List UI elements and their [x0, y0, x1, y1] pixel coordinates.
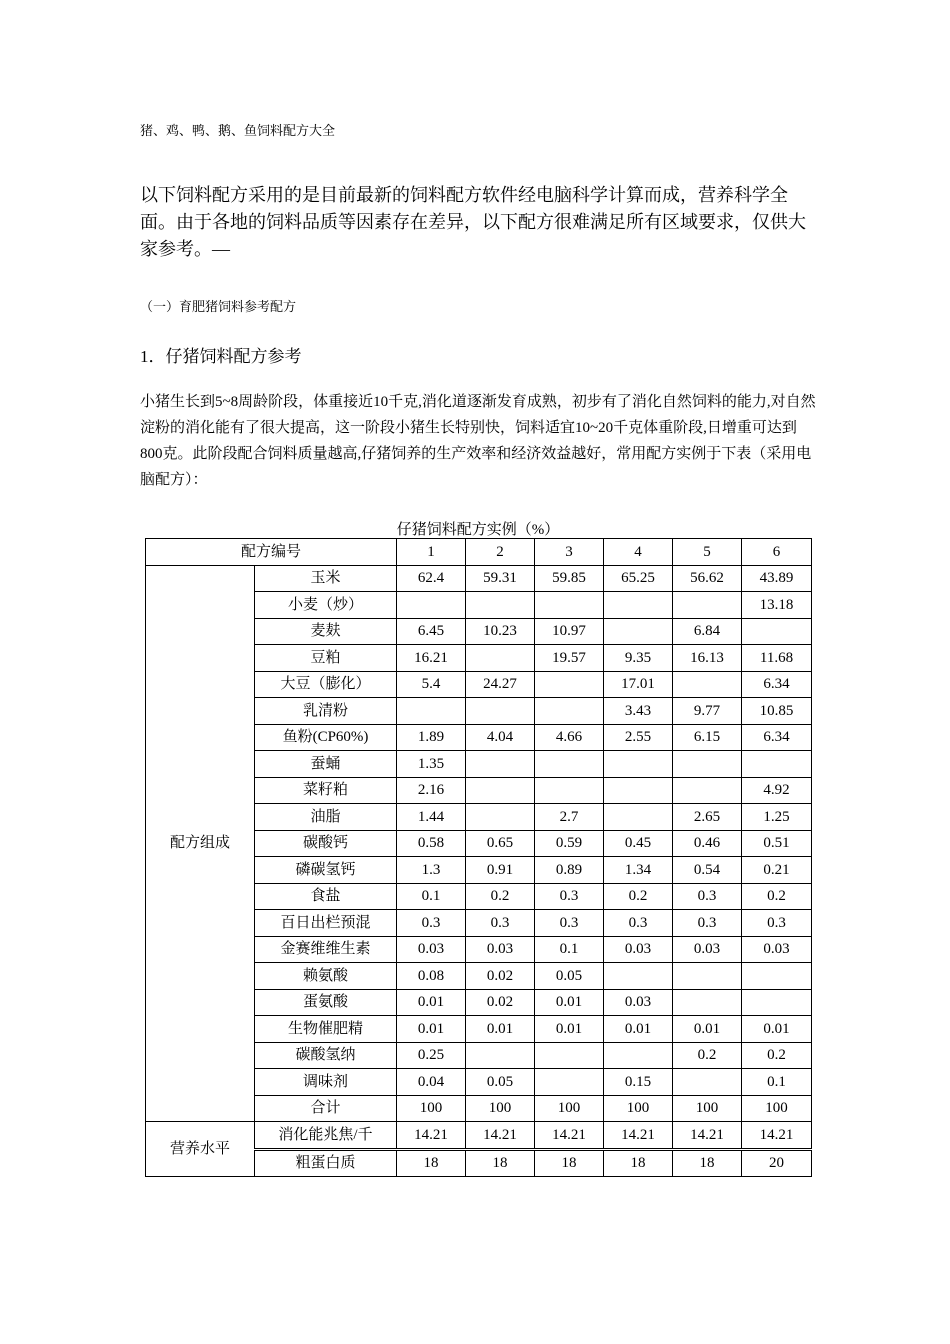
value-cell: 0.03: [604, 989, 673, 1016]
value-cell: 0.54: [673, 857, 742, 884]
value-cell: 9.35: [604, 645, 673, 672]
value-cell: 62.4: [397, 565, 466, 592]
intro-paragraph: 以下饲料配方采用的是目前最新的饲料配方软件经电脑科学计算而成，营养科学全面。由于各地的饲料品质等因素存在差异，以下配方很难满足所有区域要求，仅供大家参考。—: [140, 185, 806, 259]
value-cell: 24.27: [466, 671, 535, 698]
value-cell: 0.01: [535, 1016, 604, 1043]
value-cell: 1.44: [397, 804, 466, 831]
value-cell: 2.65: [673, 804, 742, 831]
value-cell: 1.89: [397, 724, 466, 751]
ingredient-name: 百日出栏预混: [255, 910, 397, 937]
header-row: [146, 539, 812, 566]
value-cell: 100: [673, 1095, 742, 1122]
value-cell: 18: [466, 1149, 535, 1177]
value-cell: [535, 592, 604, 619]
value-cell: 0.1: [535, 936, 604, 963]
value-cell: [673, 777, 742, 804]
value-cell: 0.05: [466, 1069, 535, 1096]
value-cell: 0.25: [397, 1042, 466, 1069]
value-cell: 0.15: [604, 1069, 673, 1096]
value-cell: [397, 698, 466, 725]
value-cell: [742, 751, 812, 778]
ingredient-name: 小麦（炒）: [255, 592, 397, 619]
value-cell: 0.03: [397, 936, 466, 963]
value-cell: 5.4: [397, 671, 466, 698]
value-cell: 1.34: [604, 857, 673, 884]
value-cell: 0.3: [742, 910, 812, 937]
value-cell: 6.84: [673, 618, 742, 645]
ingredient-name: 麦麸: [255, 618, 397, 645]
value-cell: [604, 592, 673, 619]
ingredient-name: 大豆（膨化）: [255, 671, 397, 698]
value-cell: 10.97: [535, 618, 604, 645]
value-cell: [673, 989, 742, 1016]
value-cell: 0.2: [604, 883, 673, 910]
body-paragraph: 小猪生长到5~8周龄阶段，体重接近10千克,消化道逐渐发育成熟，初步有了消化自然饲料的能力,对自然淀粉的消化能有了很大提高，这一阶段小猪生长特别快，饲料适宜10~20千克体重阶段,日增重可达到800克。此阶段配合饲料质量越高,仔猪饲养的生产效率和经济效益越好，常用配方实例于下表（采用电脑配方）：: [140, 394, 816, 488]
value-cell: [535, 698, 604, 725]
ingredient-name: 调味剂: [255, 1069, 397, 1096]
value-cell: 100: [604, 1095, 673, 1122]
value-cell: [673, 592, 742, 619]
ingredient-name: 油脂: [255, 804, 397, 831]
value-cell: [604, 618, 673, 645]
value-cell: 4.92: [742, 777, 812, 804]
table-row: [146, 565, 812, 592]
value-cell: 11.68: [742, 645, 812, 672]
value-cell: 2.16: [397, 777, 466, 804]
value-cell: [604, 963, 673, 990]
formula-number: 6: [742, 539, 812, 566]
value-cell: 14.21: [397, 1122, 466, 1150]
ingredient-name: 粗蛋白质: [255, 1149, 397, 1177]
value-cell: 1.25: [742, 804, 812, 831]
value-cell: [535, 751, 604, 778]
ingredient-name: 乳清粉: [255, 698, 397, 725]
value-cell: [742, 989, 812, 1016]
ingredient-name: 合计: [255, 1095, 397, 1122]
value-cell: 0.04: [397, 1069, 466, 1096]
table-caption: 仔猪饲料配方实例（%）: [396, 522, 560, 538]
value-cell: [466, 592, 535, 619]
value-cell: 14.21: [742, 1122, 812, 1150]
value-cell: 0.01: [466, 1016, 535, 1043]
value-cell: [604, 777, 673, 804]
ingredient-name: 鱼粉(CP60%): [255, 724, 397, 751]
ingredient-name: 碳酸钙: [255, 830, 397, 857]
value-cell: 6.34: [742, 724, 812, 751]
value-cell: [535, 1069, 604, 1096]
value-cell: [673, 1069, 742, 1096]
ingredient-name: 生物催肥精: [255, 1016, 397, 1043]
value-cell: 0.3: [535, 910, 604, 937]
document-title: 猪、鸡、鸭、鹅、鱼饲料配方大全: [140, 123, 336, 138]
ingredient-name: 赖氨酸: [255, 963, 397, 990]
value-cell: [673, 671, 742, 698]
value-cell: 2.7: [535, 804, 604, 831]
value-cell: 59.31: [466, 565, 535, 592]
value-cell: [535, 671, 604, 698]
ingredient-name: 蚕蛹: [255, 751, 397, 778]
value-cell: 0.3: [673, 910, 742, 937]
ingredient-name: 菜籽粕: [255, 777, 397, 804]
value-cell: 0.2: [466, 883, 535, 910]
value-cell: 6.45: [397, 618, 466, 645]
value-cell: 0.03: [604, 936, 673, 963]
ingredient-name: 玉米: [255, 565, 397, 592]
value-cell: 0.59: [535, 830, 604, 857]
value-cell: 19.57: [535, 645, 604, 672]
value-cell: 0.45: [604, 830, 673, 857]
value-cell: 4.04: [466, 724, 535, 751]
value-cell: 0.03: [466, 936, 535, 963]
value-cell: 9.77: [673, 698, 742, 725]
formula-number: 4: [604, 539, 673, 566]
value-cell: 0.1: [397, 883, 466, 910]
nutrition-group-label: 营养水平: [146, 1122, 255, 1177]
value-cell: 0.3: [466, 910, 535, 937]
value-cell: 18: [604, 1149, 673, 1177]
value-cell: 18: [535, 1149, 604, 1177]
value-cell: 100: [466, 1095, 535, 1122]
value-cell: 0.51: [742, 830, 812, 857]
value-cell: 4.66: [535, 724, 604, 751]
formula-number: 1: [397, 539, 466, 566]
value-cell: 100: [535, 1095, 604, 1122]
value-cell: 0.1: [742, 1069, 812, 1096]
value-cell: 0.2: [742, 883, 812, 910]
value-cell: 20: [742, 1149, 812, 1177]
value-cell: [466, 698, 535, 725]
value-cell: [535, 777, 604, 804]
value-cell: 16.13: [673, 645, 742, 672]
value-cell: 18: [673, 1149, 742, 1177]
value-cell: [742, 963, 812, 990]
table-row: [146, 1122, 812, 1150]
value-cell: 0.65: [466, 830, 535, 857]
ingredient-name: 碳酸氢纳: [255, 1042, 397, 1069]
value-cell: 14.21: [466, 1122, 535, 1150]
value-cell: [466, 751, 535, 778]
value-cell: 0.3: [397, 910, 466, 937]
value-cell: 59.85: [535, 565, 604, 592]
section-heading: （一）育肥猪饲料参考配方: [140, 299, 297, 314]
value-cell: 0.2: [742, 1042, 812, 1069]
value-cell: 1.35: [397, 751, 466, 778]
value-cell: 0.2: [673, 1042, 742, 1069]
value-cell: 3.43: [604, 698, 673, 725]
value-cell: 0.01: [535, 989, 604, 1016]
value-cell: 14.21: [604, 1122, 673, 1150]
formula-table: [145, 538, 812, 1177]
value-cell: 0.03: [673, 936, 742, 963]
value-cell: [535, 1042, 604, 1069]
value-cell: [604, 751, 673, 778]
value-cell: [466, 1042, 535, 1069]
value-cell: 56.62: [673, 565, 742, 592]
value-cell: 0.3: [604, 910, 673, 937]
value-cell: 65.25: [604, 565, 673, 592]
value-cell: [466, 804, 535, 831]
value-cell: 0.02: [466, 989, 535, 1016]
value-cell: 0.3: [535, 883, 604, 910]
value-cell: 14.21: [673, 1122, 742, 1150]
ingredient-name: 金赛维维生素: [255, 936, 397, 963]
value-cell: 0.46: [673, 830, 742, 857]
composition-group-label: 配方组成: [146, 565, 255, 1122]
value-cell: 6.15: [673, 724, 742, 751]
sub-heading: 1．仔猪饲料配方参考: [140, 347, 302, 366]
value-cell: 18: [397, 1149, 466, 1177]
value-cell: [673, 751, 742, 778]
value-cell: 43.89: [742, 565, 812, 592]
value-cell: 10.23: [466, 618, 535, 645]
ingredient-name: 食盐: [255, 883, 397, 910]
ingredient-name: 消化能兆焦/千: [255, 1122, 397, 1150]
value-cell: 16.21: [397, 645, 466, 672]
value-cell: [397, 592, 466, 619]
value-cell: 0.01: [397, 989, 466, 1016]
value-cell: [604, 804, 673, 831]
value-cell: [673, 963, 742, 990]
value-cell: 100: [742, 1095, 812, 1122]
value-cell: 0.05: [535, 963, 604, 990]
value-cell: [466, 645, 535, 672]
ingredient-name: 豆粕: [255, 645, 397, 672]
formula-number: 3: [535, 539, 604, 566]
formula-number-label: 配方编号: [146, 539, 397, 566]
value-cell: 13.18: [742, 592, 812, 619]
value-cell: 0.89: [535, 857, 604, 884]
value-cell: 0.58: [397, 830, 466, 857]
value-cell: 0.3: [673, 883, 742, 910]
value-cell: 0.01: [604, 1016, 673, 1043]
value-cell: 0.01: [673, 1016, 742, 1043]
value-cell: 17.01: [604, 671, 673, 698]
value-cell: [604, 1042, 673, 1069]
value-cell: 0.91: [466, 857, 535, 884]
value-cell: 1.3: [397, 857, 466, 884]
value-cell: 0.21: [742, 857, 812, 884]
formula-number: 2: [466, 539, 535, 566]
value-cell: 0.03: [742, 936, 812, 963]
ingredient-name: 磷碳氢钙: [255, 857, 397, 884]
ingredient-name: 蛋氨酸: [255, 989, 397, 1016]
value-cell: 14.21: [535, 1122, 604, 1150]
value-cell: 0.08: [397, 963, 466, 990]
value-cell: 6.34: [742, 671, 812, 698]
value-cell: [742, 618, 812, 645]
value-cell: 0.01: [397, 1016, 466, 1043]
value-cell: 2.55: [604, 724, 673, 751]
value-cell: 0.01: [742, 1016, 812, 1043]
value-cell: 0.02: [466, 963, 535, 990]
value-cell: 10.85: [742, 698, 812, 725]
formula-number: 5: [673, 539, 742, 566]
value-cell: [466, 777, 535, 804]
value-cell: 100: [397, 1095, 466, 1122]
